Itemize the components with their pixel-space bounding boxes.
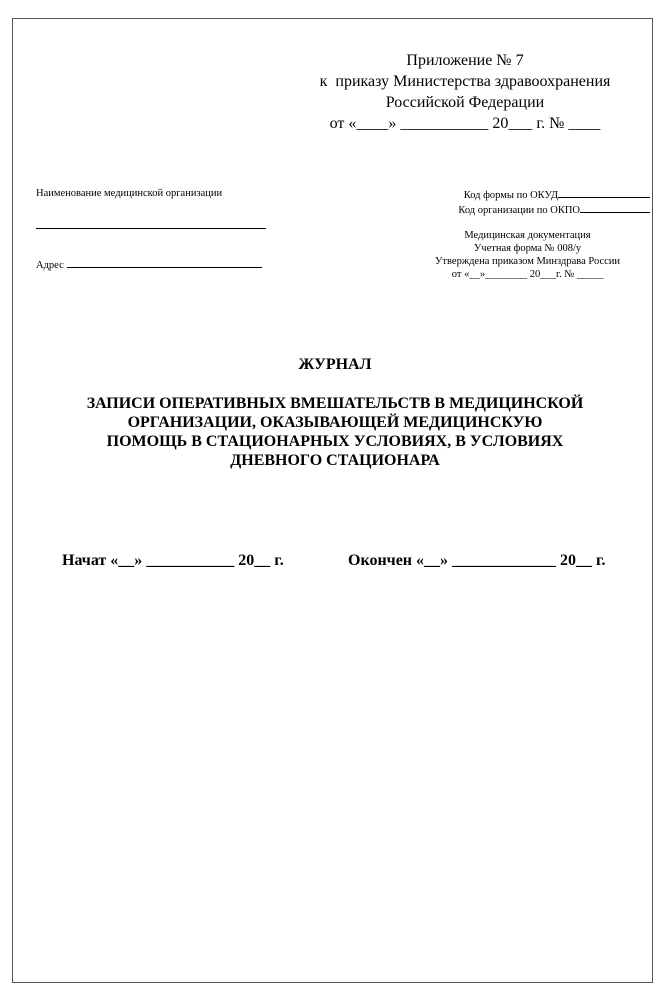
okpo-label: Код организации по ОКПО xyxy=(458,205,580,216)
med-doc-line-1: Медицинская документация xyxy=(464,230,591,241)
subtitle-line-1: ЗАПИСИ ОПЕРАТИВНЫХ ВМЕШАТЕЛЬСТВ В МЕДИЦИНСКОЙ xyxy=(86,395,584,412)
subtitle-line-4: ДНЕВНОГО СТАЦИОНАРА xyxy=(230,452,440,469)
medical-documentation-block xyxy=(410,229,645,281)
med-doc-line-3: Утверждена приказом Минздрава России xyxy=(434,256,621,267)
med-doc-line-4: от «__»________ 20___г. № _____ xyxy=(451,269,604,280)
appendix-block xyxy=(280,50,650,134)
subtitle-line-2: ОРГАНИЗАЦИИ, ОКАЗЫВАЮЩЕЙ МЕДИЦИНСКУЮ xyxy=(127,414,543,431)
appendix-line-4: от «____» ___________ 20___ г. № ____ xyxy=(329,115,601,132)
med-doc-line-2: Учетная форма № 008/у xyxy=(473,243,582,254)
finished-date: Окончен «__» _____________ 20__ г. xyxy=(348,552,606,569)
okpo-row xyxy=(400,202,650,217)
appendix-line-1: Приложение № 7 xyxy=(406,52,524,69)
journal-subtitle xyxy=(50,394,620,470)
organization-name-field[interactable] xyxy=(36,214,266,229)
started-date: Начат «__» ___________ 20__ г. xyxy=(62,552,284,569)
codes-block xyxy=(400,187,650,217)
okpo-field[interactable] xyxy=(580,202,650,213)
organization-block xyxy=(36,187,276,229)
journal-heading: ЖУРНАЛ xyxy=(298,356,372,373)
okud-label: Код формы по ОКУД xyxy=(463,190,558,201)
page-border xyxy=(12,18,653,983)
okud-row xyxy=(400,187,650,202)
address-label: Адрес xyxy=(36,260,64,271)
okud-field[interactable] xyxy=(558,187,650,198)
appendix-line-2: к приказу Министерства здравоохранения xyxy=(319,73,611,90)
address-field[interactable] xyxy=(67,257,262,268)
organization-name-label: Наименование медицинской организации xyxy=(36,188,223,199)
address-block xyxy=(36,257,262,272)
subtitle-line-3: ПОМОЩЬ В СТАЦИОНАРНЫХ УСЛОВИЯХ, В УСЛОВИЯХ xyxy=(106,433,564,450)
appendix-line-3: Российской Федерации xyxy=(385,94,545,111)
